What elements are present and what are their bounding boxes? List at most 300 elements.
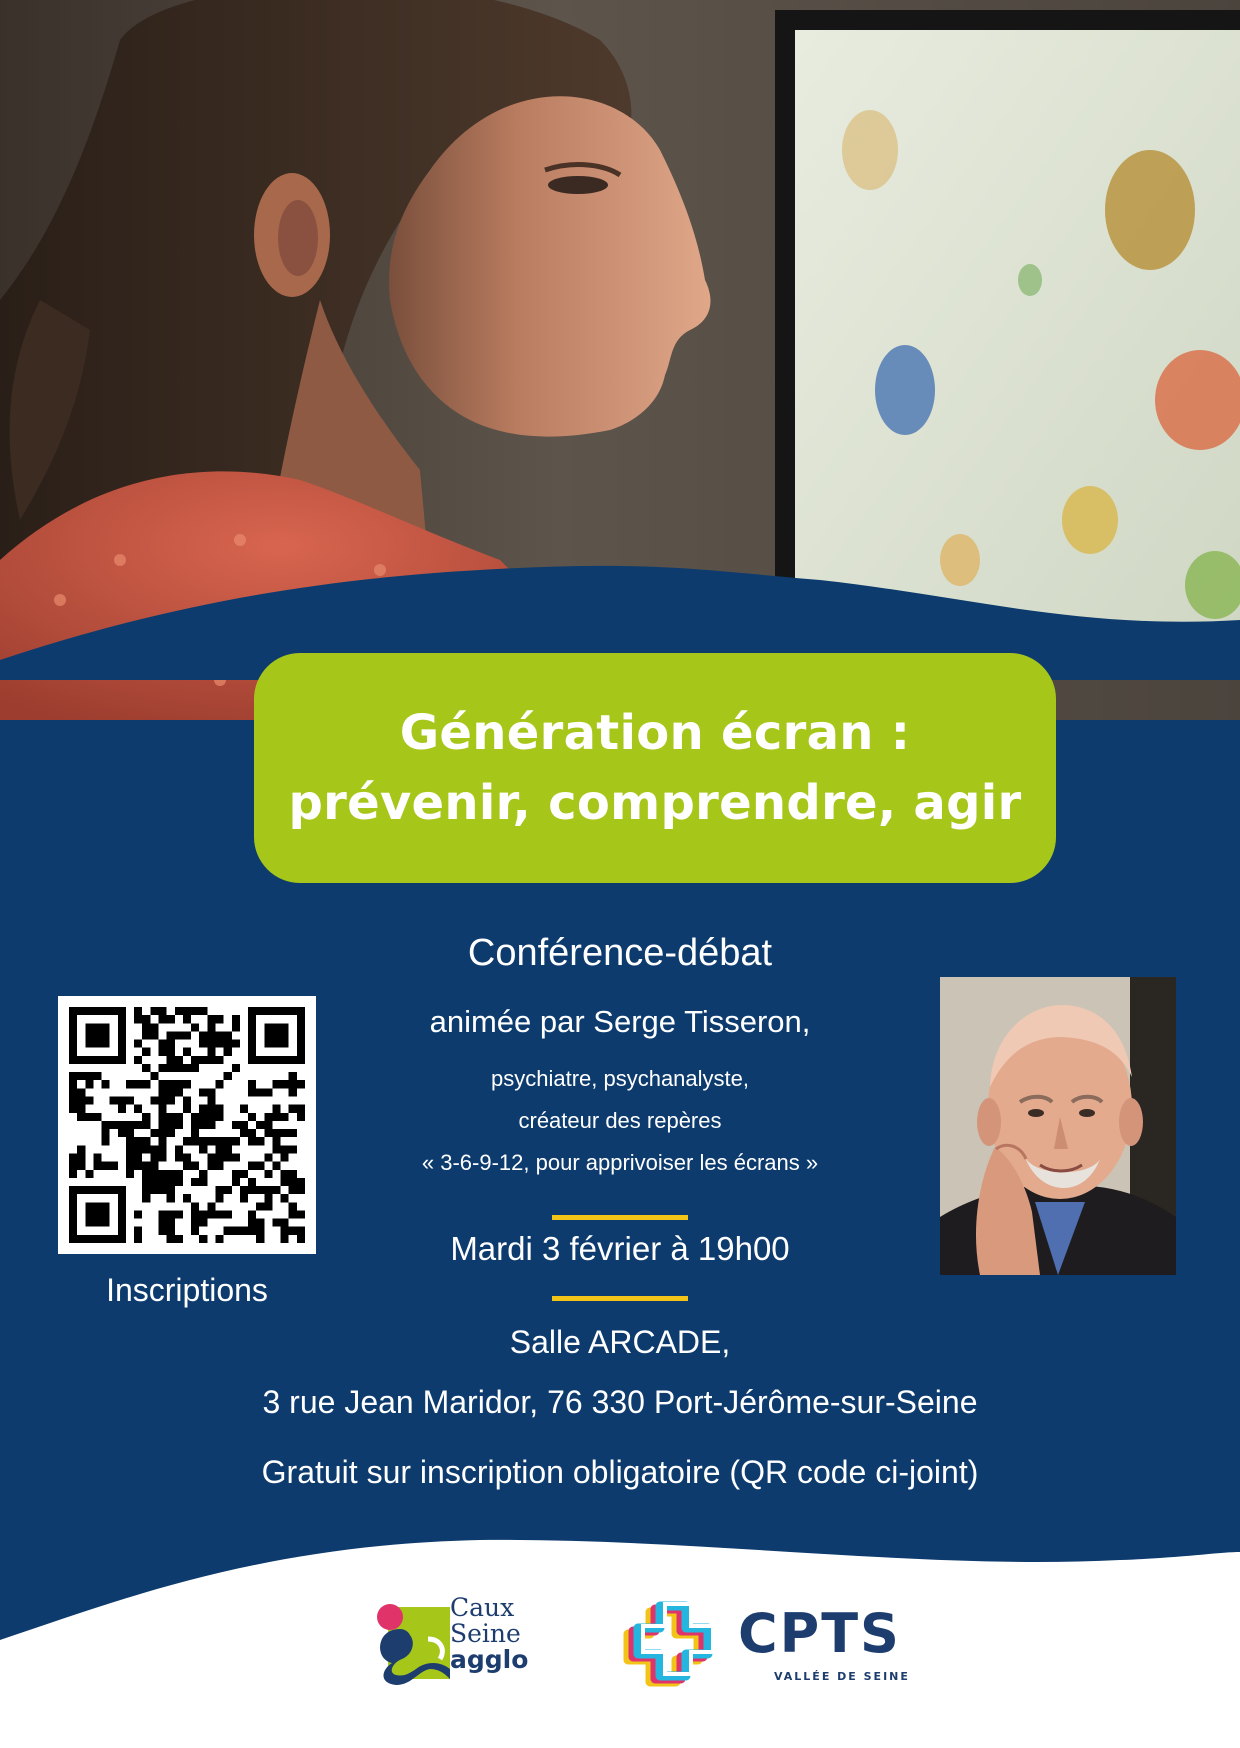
qr-module (118, 1097, 126, 1105)
qr-module (272, 1105, 280, 1113)
qr-module (289, 1227, 297, 1235)
qr-module (289, 1178, 297, 1186)
qr-module (297, 1040, 305, 1048)
qr-module (207, 1015, 215, 1023)
qr-module (175, 1088, 183, 1096)
qr-module (167, 1015, 175, 1023)
qr-module (102, 1023, 110, 1031)
qr-module (199, 1210, 207, 1218)
qr-module (69, 1153, 77, 1161)
qr-module (272, 1056, 280, 1064)
qr-module (118, 1129, 126, 1137)
qr-module (248, 1137, 256, 1145)
qr-module (142, 1113, 150, 1121)
qr-module (110, 1162, 118, 1170)
qr-module (199, 1007, 207, 1015)
qr-module (281, 1007, 289, 1015)
qr-module (69, 1015, 77, 1023)
qr-module (167, 1235, 175, 1243)
qr-module (69, 1219, 77, 1227)
qr-module (240, 1194, 248, 1202)
qr-module (240, 1129, 248, 1137)
qr-module (142, 1162, 150, 1170)
qr-module (264, 1194, 272, 1202)
qr-module (142, 1178, 150, 1186)
qr-module (69, 1186, 77, 1194)
qr-module (183, 1048, 191, 1056)
host-role-line-2: créateur des repères (518, 1108, 722, 1133)
qr-module (134, 1162, 142, 1170)
qr-module (281, 1129, 289, 1137)
qr-module (240, 1105, 248, 1113)
qr-module (215, 1040, 223, 1048)
qr-module (159, 1219, 167, 1227)
qr-module (175, 1178, 183, 1186)
qr-module (272, 1162, 280, 1170)
qr-module (159, 1088, 167, 1096)
qr-module (77, 1097, 85, 1105)
qr-module (224, 1227, 232, 1235)
qr-module (207, 1040, 215, 1048)
qr-module (289, 1105, 297, 1113)
qr-module (281, 1040, 289, 1048)
qr-module (159, 1145, 167, 1153)
title-line-2: prévenir, comprendre, agir (288, 775, 1022, 831)
qr-module (134, 1210, 142, 1218)
qr-module (85, 1040, 93, 1048)
qr-module (272, 1007, 280, 1015)
qr-module (118, 1105, 126, 1113)
qr-module (191, 1219, 199, 1227)
qr-module (126, 1162, 134, 1170)
registration-qr-code[interactable] (58, 996, 316, 1254)
qr-module (142, 1170, 150, 1178)
qr-module (215, 1186, 223, 1194)
caux-seine-agglo-icon (370, 1599, 452, 1685)
qr-module (248, 1227, 256, 1235)
qr-module (183, 1105, 191, 1113)
event-address: 3 rue Jean Maridor, 76 330 Port-Jérôme-sur-Seine (262, 1384, 978, 1420)
qr-module (281, 1153, 289, 1161)
qr-module (102, 1219, 110, 1227)
qr-module (69, 1202, 77, 1210)
qr-module (215, 1210, 223, 1218)
qr-module (118, 1210, 126, 1218)
qr-module (134, 1015, 142, 1023)
qr-module (85, 1031, 93, 1039)
qr-module (175, 1080, 183, 1088)
qr-module (77, 1007, 85, 1015)
qr-module (183, 1080, 191, 1088)
qr-module (232, 1170, 240, 1178)
event-host: animée par Serge Tisseron, (429, 1004, 811, 1039)
qr-module (281, 1031, 289, 1039)
qr-module (256, 1121, 264, 1129)
qr-module (224, 1072, 232, 1080)
qr-module (289, 1072, 297, 1080)
qr-module (183, 1007, 191, 1015)
qr-module (159, 1007, 167, 1015)
qr-module (297, 1023, 305, 1031)
qr-module (215, 1113, 223, 1121)
qr-module (134, 1227, 142, 1235)
qr-module (102, 1186, 110, 1194)
qr-module (175, 1235, 183, 1243)
qr-module (264, 1113, 272, 1121)
qr-module (142, 1080, 150, 1088)
qr-module (215, 1015, 223, 1023)
qr-module (215, 1153, 223, 1161)
qr-module (69, 1040, 77, 1048)
qr-module (134, 1080, 142, 1088)
qr-module (224, 1048, 232, 1056)
qr-module (207, 1031, 215, 1039)
qr-module (248, 1023, 256, 1031)
qr-module (102, 1121, 110, 1129)
caux-line-2: Seine (450, 1619, 521, 1648)
qr-module (281, 1194, 289, 1202)
qr-module (199, 1056, 207, 1064)
qr-module (118, 1186, 126, 1194)
qr-module (142, 1064, 150, 1072)
qr-module (118, 1202, 126, 1210)
qr-module (85, 1202, 93, 1210)
qr-module (248, 1088, 256, 1096)
caux-line-3: agglo (450, 1645, 529, 1674)
qr-module (281, 1227, 289, 1235)
qr-module (93, 1219, 101, 1227)
qr-module (281, 1056, 289, 1064)
qr-module (69, 1072, 77, 1080)
qr-module (142, 1023, 150, 1031)
qr-module (272, 1080, 280, 1088)
qr-module (199, 1088, 207, 1096)
qr-module (85, 1219, 93, 1227)
qr-module (85, 1007, 93, 1015)
qr-module (240, 1186, 248, 1194)
qr-module (272, 1040, 280, 1048)
qr-module (77, 1088, 85, 1096)
qr-module (167, 1210, 175, 1218)
qr-module (118, 1194, 126, 1202)
caux-line-1: Caux (450, 1593, 515, 1622)
qr-module (297, 1235, 305, 1243)
qr-module (110, 1097, 118, 1105)
qr-module (264, 1056, 272, 1064)
qr-module (150, 1007, 158, 1015)
qr-module (118, 1235, 126, 1243)
qr-module (93, 1186, 101, 1194)
qr-module (93, 1153, 101, 1161)
qr-module (199, 1178, 207, 1186)
qr-module (167, 1129, 175, 1137)
qr-module (232, 1015, 240, 1023)
qr-module (272, 1031, 280, 1039)
qr-module (191, 1178, 199, 1186)
qr-module (118, 1048, 126, 1056)
qr-module (102, 1080, 110, 1088)
qr-module (150, 1170, 158, 1178)
qr-module (248, 1080, 256, 1088)
qr-module (224, 1137, 232, 1145)
qr-module (264, 1040, 272, 1048)
qr-module (248, 1178, 256, 1186)
qr-module (256, 1088, 264, 1096)
qr-module (191, 1064, 199, 1072)
qr-module (297, 1210, 305, 1218)
qr-module (248, 1015, 256, 1023)
qr-module (191, 1023, 199, 1031)
qr-module (167, 1056, 175, 1064)
qr-module (224, 1210, 232, 1218)
qr-module (215, 1235, 223, 1243)
qr-module (240, 1121, 248, 1129)
qr-module (248, 1056, 256, 1064)
qr-module (191, 1137, 199, 1145)
qr-module (297, 1031, 305, 1039)
qr-module (199, 1235, 207, 1243)
qr-module (289, 1007, 297, 1015)
qr-module (85, 1072, 93, 1080)
qr-module (159, 1153, 167, 1161)
qr-module (134, 1235, 142, 1243)
qr-module (159, 1178, 167, 1186)
qr-module (118, 1015, 126, 1023)
qr-label: Inscriptions (106, 1272, 268, 1308)
qr-module (199, 1145, 207, 1153)
qr-module (118, 1227, 126, 1235)
qr-module (126, 1145, 134, 1153)
qr-module (183, 1153, 191, 1161)
qr-module (191, 1056, 199, 1064)
qr-module (126, 1121, 134, 1129)
qr-module (264, 1023, 272, 1031)
qr-module (207, 1088, 215, 1096)
qr-module (175, 1170, 183, 1178)
qr-module (126, 1153, 134, 1161)
qr-module (281, 1023, 289, 1031)
qr-module (240, 1227, 248, 1235)
qr-module (199, 1121, 207, 1129)
qr-module (207, 1162, 215, 1170)
qr-module (297, 1015, 305, 1023)
qr-module (134, 1040, 142, 1048)
qr-module (272, 1145, 280, 1153)
qr-module (69, 1048, 77, 1056)
qr-module (289, 1186, 297, 1194)
qr-module (93, 1072, 101, 1080)
qr-module (281, 1170, 289, 1178)
qr-module (256, 1186, 264, 1194)
qr-module (297, 1056, 305, 1064)
qr-module (93, 1210, 101, 1218)
qr-module (69, 1210, 77, 1218)
qr-module (126, 1080, 134, 1088)
qr-module (118, 1056, 126, 1064)
qr-module (150, 1162, 158, 1170)
qr-module (207, 1202, 215, 1210)
qr-module (93, 1031, 101, 1039)
qr-module (134, 1153, 142, 1161)
qr-module (215, 1105, 223, 1113)
qr-module (69, 1227, 77, 1235)
qr-module (256, 1227, 264, 1235)
qr-module (297, 1186, 305, 1194)
qr-module (215, 1080, 223, 1088)
qr-module (175, 1056, 183, 1064)
qr-module (134, 1056, 142, 1064)
qr-module (167, 1170, 175, 1178)
qr-module (281, 1235, 289, 1243)
qr-module (256, 1137, 264, 1145)
qr-module (150, 1186, 158, 1194)
qr-module (77, 1113, 85, 1121)
qr-module (264, 1202, 272, 1210)
qr-module (207, 1137, 215, 1145)
qr-module (159, 1170, 167, 1178)
qr-module (191, 1007, 199, 1015)
host-role-line-3: « 3-6-9-12, pour apprivoiser les écrans » (421, 1150, 819, 1175)
qr-module (69, 1007, 77, 1015)
qr-module (69, 1031, 77, 1039)
qr-module (159, 1040, 167, 1048)
qr-module (199, 1031, 207, 1039)
qr-module (150, 1145, 158, 1153)
qr-module (248, 1129, 256, 1137)
qr-module (142, 1121, 150, 1129)
qr-module (142, 1137, 150, 1145)
qr-module (118, 1007, 126, 1015)
qr-module (232, 1227, 240, 1235)
qr-module (248, 1031, 256, 1039)
qr-module (297, 1178, 305, 1186)
qr-module (207, 1105, 215, 1113)
qr-module (167, 1040, 175, 1048)
qr-module (102, 1137, 110, 1145)
qr-module (215, 1162, 223, 1170)
speaker-portrait (940, 977, 1176, 1275)
qr-module (118, 1121, 126, 1129)
qr-module (142, 1186, 150, 1194)
qr-module (207, 1153, 215, 1161)
qr-module (150, 1178, 158, 1186)
qr-module (159, 1015, 167, 1023)
qr-module (159, 1137, 167, 1145)
qr-module (289, 1056, 297, 1064)
qr-module (167, 1048, 175, 1056)
qr-module (272, 1219, 280, 1227)
qr-module (85, 1113, 93, 1121)
qr-module (297, 1227, 305, 1235)
qr-module (191, 1210, 199, 1218)
qr-module (142, 1145, 150, 1153)
qr-module (264, 1170, 272, 1178)
qr-module (183, 1015, 191, 1023)
qr-module (232, 1023, 240, 1031)
event-type: Conférence-débat (467, 932, 773, 974)
qr-module (232, 1137, 240, 1145)
qr-module (142, 1015, 150, 1023)
qr-module (256, 1162, 264, 1170)
qr-module (224, 1153, 232, 1161)
qr-module (191, 1162, 199, 1170)
qr-module (248, 1007, 256, 1015)
qr-module (110, 1186, 118, 1194)
event-date: Mardi 3 février à 19h00 (450, 1230, 790, 1267)
qr-module (93, 1202, 101, 1210)
qr-module (159, 1064, 167, 1072)
qr-module (232, 1064, 240, 1072)
qr-module (110, 1121, 118, 1129)
qr-module (126, 1097, 134, 1105)
qr-module (126, 1137, 134, 1145)
qr-module (77, 1105, 85, 1113)
qr-module (232, 1040, 240, 1048)
qr-module (175, 1210, 183, 1218)
qr-module (224, 1145, 232, 1153)
qr-module (85, 1235, 93, 1243)
qr-module (142, 1048, 150, 1056)
qr-module (102, 1202, 110, 1210)
qr-module (77, 1162, 85, 1170)
qr-module (167, 1097, 175, 1105)
caux-seine-agglo-wordmark (450, 1595, 542, 1673)
qr-module (175, 1121, 183, 1129)
qr-module (77, 1235, 85, 1243)
qr-module (281, 1219, 289, 1227)
qr-module (215, 1145, 223, 1153)
qr-module (150, 1023, 158, 1031)
qr-module (85, 1170, 93, 1178)
qr-module (69, 1162, 77, 1170)
cpts-wordmark: CPTS (738, 1602, 901, 1665)
qr-module (183, 1194, 191, 1202)
qr-module (69, 1170, 77, 1178)
qr-module (118, 1023, 126, 1031)
qr-module (126, 1129, 134, 1137)
qr-module (159, 1080, 167, 1088)
qr-module (167, 1088, 175, 1096)
qr-module (77, 1153, 85, 1161)
qr-module (159, 1210, 167, 1218)
qr-module (281, 1113, 289, 1121)
qr-module (110, 1235, 118, 1243)
qr-module (159, 1129, 167, 1137)
qr-module (191, 1129, 199, 1137)
qr-module (85, 1097, 93, 1105)
qr-module (167, 1186, 175, 1194)
qr-module (167, 1064, 175, 1072)
qr-module (167, 1121, 175, 1129)
qr-module (248, 1040, 256, 1048)
qr-module (142, 1031, 150, 1039)
qr-module (297, 1113, 305, 1121)
qr-module (102, 1007, 110, 1015)
event-pricing: Gratuit sur inscription obligatoire (QR code ci-joint) (261, 1454, 979, 1490)
divider-bottom (552, 1296, 688, 1301)
qr-module (102, 1235, 110, 1243)
qr-module (215, 1194, 223, 1202)
qr-module (240, 1170, 248, 1178)
qr-module (167, 1219, 175, 1227)
qr-module (248, 1210, 256, 1218)
qr-module (167, 1031, 175, 1039)
qr-module (297, 1007, 305, 1015)
qr-module (93, 1023, 101, 1031)
qr-module (175, 1007, 183, 1015)
qr-module (69, 1194, 77, 1202)
qr-module (256, 1235, 264, 1243)
